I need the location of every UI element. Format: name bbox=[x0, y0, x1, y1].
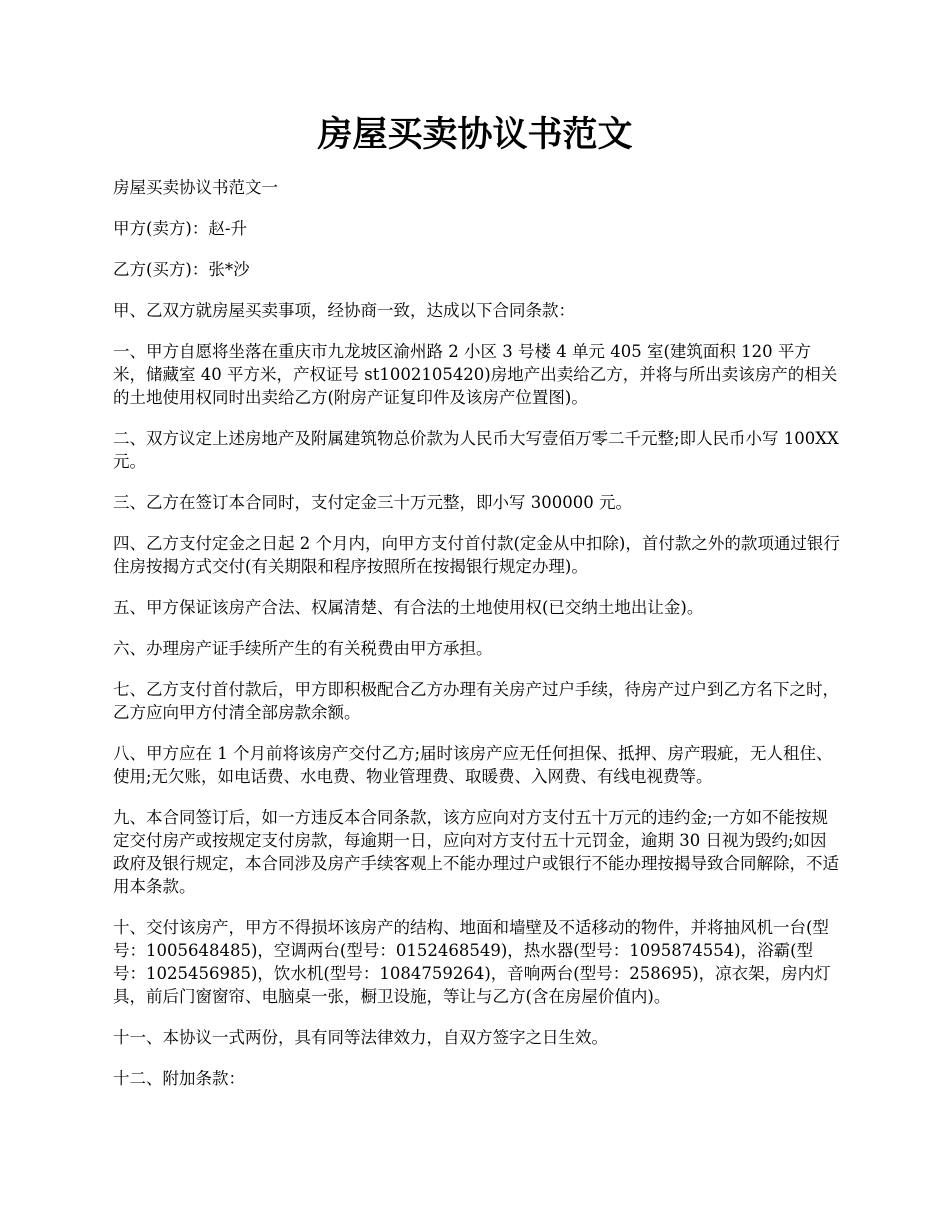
paragraph-clause-3: 三、乙方在签订本合同时，支付定金三十万元整，即小写 300000 元。 bbox=[113, 493, 632, 512]
paragraph-clause-1: 一、甲方自愿将坐落在重庆市九龙坡区渝州路 2 小区 3 号楼 4 单元 405 室(建筑面积 120 平方米，储藏室 40 平方米，产权证号 st1002105420)房地产出卖给乙方，并将与所出卖该房产的相关的土地使用权同时出卖给乙方(附房产证复印件及该房产位置图)。 bbox=[113, 342, 838, 407]
paragraph-clause-6: 六、办理房产证手续所产生的有关税费由甲方承担。 bbox=[113, 639, 493, 658]
paragraph-clause-10: 十、交付该房产，甲方不得损坏该房产的结构、地面和墙壁及不适移动的物件，并将抽风机一台(型号：1005648485)，空调两台(型号：0152468549)，热水器(型号：1095874554)，浴霸(型号：1025456985)，饮水机(型号：1084759264)，音响两台(型号：258695)，凉衣架，房内灯具，前后门窗窗帘、电脑桌一张，橱卫设施，等让与乙方(含在房屋价值内)。 bbox=[113, 918, 831, 1006]
paragraph-clause-8: 八、甲方应在 1 个月前将该房产交付乙方;届时该房产应无任何担保、抵押、房产瑕疵，无人租住、使用;无欠账，如电话费、水电费、物业管理费、取暖费、入网费、有线电视费等。 bbox=[113, 744, 833, 786]
paragraph-clause-9: 九、本合同签订后，如一方违反本合同条款，该方应向对方支付五十万元的违约金;一方如不能按规定交付房产或按规定支付房款，每逾期一日，应向对方支付五十元罚金，逾期 30 日视为毁约;如因政府及银行规定，本合同涉及房产手续客观上不能办理过户或银行不能办理按揭导致合同解除，不适用本条款。 bbox=[113, 808, 839, 896]
paragraph-clause-7: 七、乙方支付首付款后，甲方即积极配合乙方办理有关房产过户手续，待房产过户到乙方名下之时，乙方应向甲方付清全部房款余额。 bbox=[113, 680, 839, 722]
paragraph-clause-4: 四、乙方支付定金之日起 2 个月内，向甲方支付首付款(定金从中扣除)，首付款之外的款项通过银行住房按揭方式交付(有关期限和程序按照所在按揭银行规定办理)。 bbox=[113, 534, 840, 576]
paragraph-clause-5: 五、甲方保证该房产合法、权属清楚、有合法的土地使用权(已交纳土地出让金)。 bbox=[113, 598, 704, 617]
paragraph-party-a: 甲方(卖方)：赵-升 bbox=[113, 219, 247, 238]
document-body bbox=[113, 176, 841, 1108]
document-title: 房屋买卖协议书范文 bbox=[317, 114, 633, 155]
paragraph-party-b: 乙方(买方)：张*沙 bbox=[113, 260, 250, 279]
paragraph-clause-2: 二、双方议定上述房地产及附属建筑物总价款为人民币大写壹佰万零二千元整;即人民币小写 100XX 元。 bbox=[113, 429, 839, 471]
paragraph-clause-12: 十二、附加条款： bbox=[113, 1069, 245, 1088]
paragraph-subtitle: 房屋买卖协议书范文一 bbox=[113, 178, 278, 197]
paragraph-preamble: 甲、乙双方就房屋买卖事项，经协商一致，达成以下合同条款： bbox=[113, 301, 575, 320]
paragraph-clause-11: 十一、本协议一式两份，具有同等法律效力，自双方签字之日生效。 bbox=[113, 1028, 608, 1047]
